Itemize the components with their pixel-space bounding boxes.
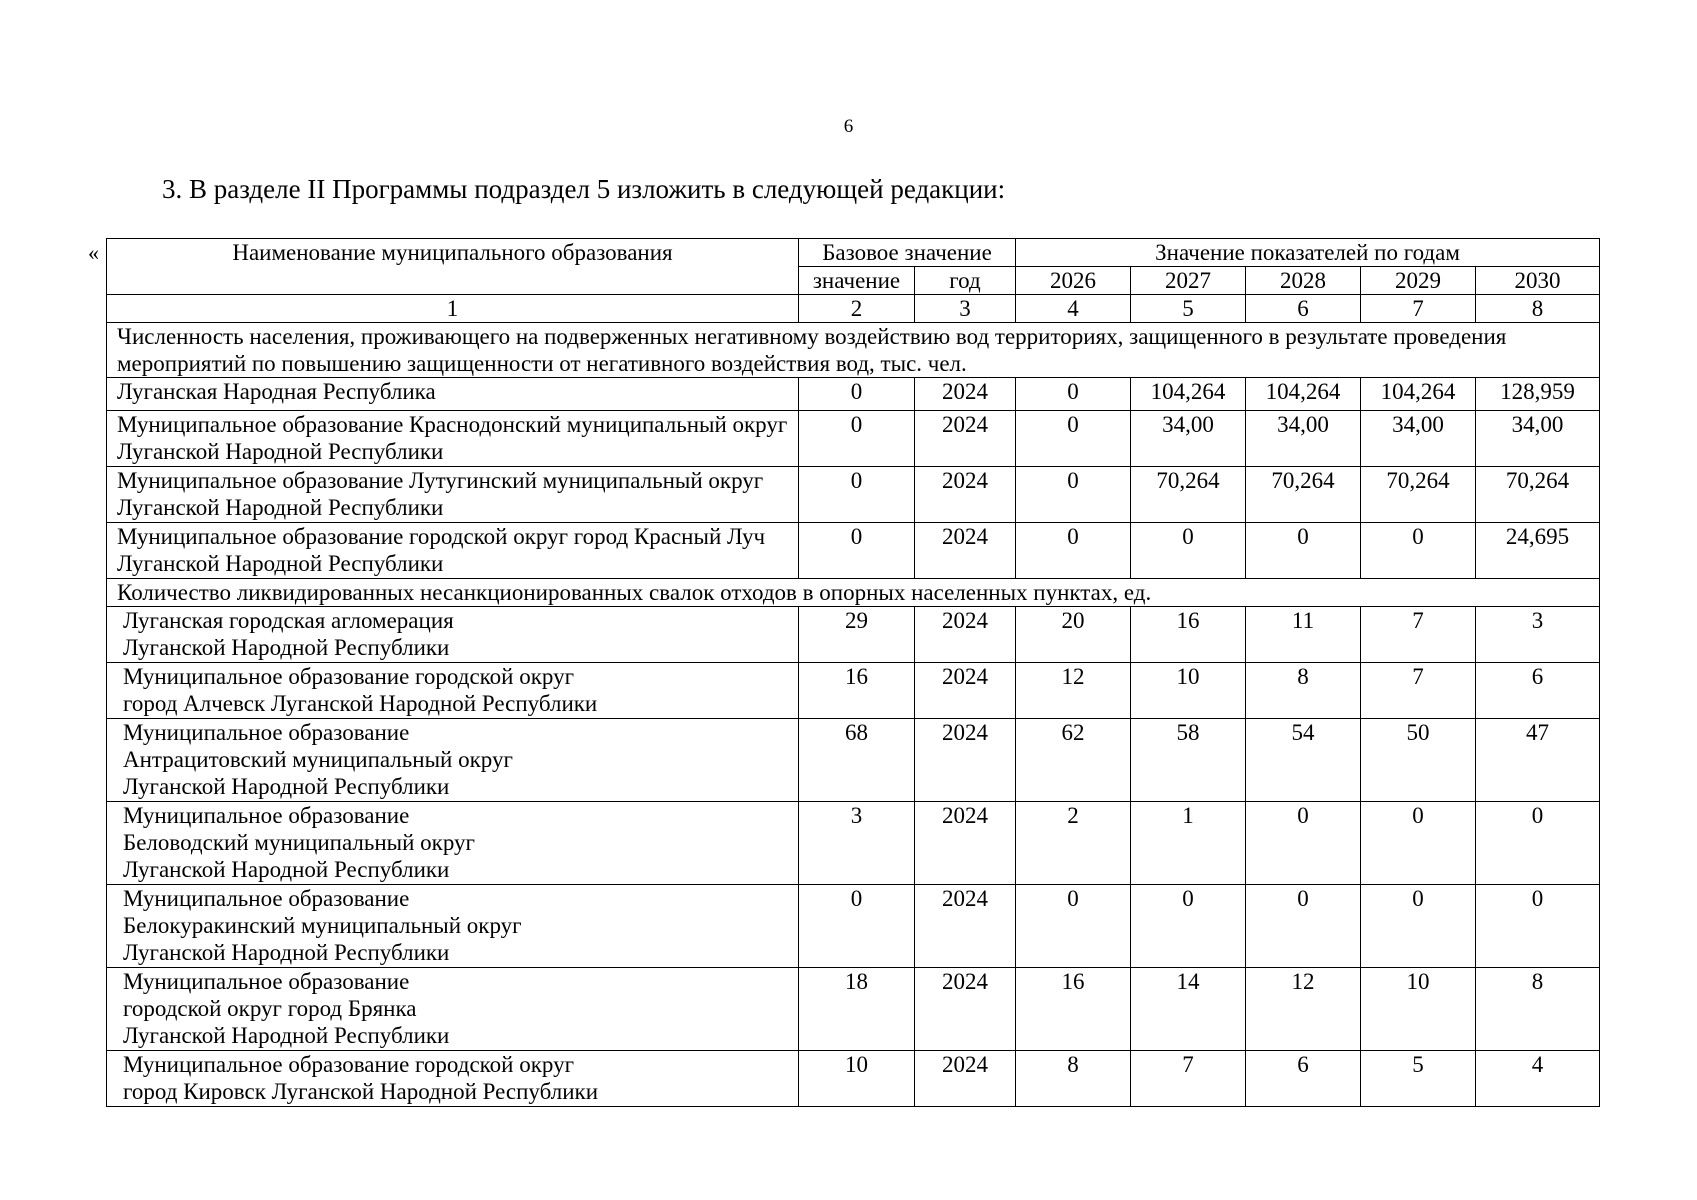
value-2028: 0: [1246, 802, 1361, 885]
header-base: Базовое значение: [799, 239, 1016, 267]
value-2028: 0: [1246, 523, 1361, 579]
header-year: год: [915, 267, 1016, 295]
table-row: [107, 885, 1600, 968]
value-2029: 7: [1361, 607, 1476, 663]
value-2028: 34,00: [1246, 411, 1361, 467]
municipality-name: [107, 663, 799, 719]
municipality-name: [107, 1051, 799, 1107]
base-value: 16: [799, 663, 915, 719]
header-value: значение: [799, 267, 915, 295]
base-year: 2024: [915, 719, 1016, 802]
indicators-table: [106, 238, 1600, 1107]
base-year: 2024: [915, 378, 1016, 411]
header-year-2026: 2026: [1016, 267, 1131, 295]
base-value: 68: [799, 719, 915, 802]
header-year-2030: 2030: [1476, 267, 1600, 295]
table-row: [107, 719, 1600, 802]
column-number: 2: [799, 295, 915, 323]
municipality-name: [107, 607, 799, 663]
municipality-name: Муниципальное образование Лутугинский муниципальный округ Луганской Народной Республики: [107, 467, 799, 523]
name-line: Луганской Народной Республики: [123, 1023, 450, 1048]
value-2029: 5: [1361, 1051, 1476, 1107]
section-row: [107, 323, 1600, 378]
value-2030: 6: [1476, 663, 1600, 719]
base-value: 0: [799, 411, 915, 467]
base-year: 2024: [915, 802, 1016, 885]
table-row: [107, 802, 1600, 885]
name-line: Муниципальное образование: [123, 720, 410, 745]
name-line: Муниципальное образование: [123, 886, 410, 911]
value-2029: 34,00: [1361, 411, 1476, 467]
value-2027: 104,264: [1131, 378, 1246, 411]
value-2028: 0: [1246, 885, 1361, 968]
value-2026: 0: [1016, 467, 1131, 523]
section-row: [107, 579, 1600, 607]
value-2026: 0: [1016, 378, 1131, 411]
name-line: Муниципальное образование: [123, 969, 410, 994]
value-2029: 7: [1361, 663, 1476, 719]
name-line: городской округ город Брянка: [123, 996, 417, 1021]
value-2030: 3: [1476, 607, 1600, 663]
header-year-2028: 2028: [1246, 267, 1361, 295]
name-line: Муниципальное образование: [123, 803, 410, 828]
header-name: Наименование муниципального образования: [107, 239, 799, 295]
value-2026: 20: [1016, 607, 1131, 663]
name-line: Луганской Народной Республики: [123, 940, 450, 965]
value-2027: 34,00: [1131, 411, 1246, 467]
value-2027: 16: [1131, 607, 1246, 663]
table-row: [107, 378, 1600, 411]
table-row: [107, 663, 1600, 719]
municipality-name: [107, 968, 799, 1051]
value-2029: 104,264: [1361, 378, 1476, 411]
column-number: 4: [1016, 295, 1131, 323]
base-value: 0: [799, 378, 915, 411]
name-line: Муниципальное образование городской округ: [123, 664, 575, 689]
value-2029: 0: [1361, 802, 1476, 885]
column-number: 7: [1361, 295, 1476, 323]
value-2030: 47: [1476, 719, 1600, 802]
name-line: город Кировск Луганской Народной Республики: [123, 1079, 599, 1104]
base-value: 0: [799, 523, 915, 579]
header-year-2027: 2027: [1131, 267, 1246, 295]
table-row: [107, 523, 1600, 579]
base-value: 0: [799, 467, 915, 523]
value-2027: 10: [1131, 663, 1246, 719]
name-line: Луганская городская агломерация: [123, 608, 454, 633]
base-year: 2024: [915, 663, 1016, 719]
municipality-name: [107, 719, 799, 802]
value-2026: 62: [1016, 719, 1131, 802]
page-number: 6: [843, 116, 854, 137]
municipality-name: Муниципальное образование Краснодонский муниципальный округ Луганской Народной Республики: [107, 411, 799, 467]
value-2027: 0: [1131, 885, 1246, 968]
base-year: 2024: [915, 885, 1016, 968]
municipality-name: Луганская Народная Республика: [107, 378, 799, 411]
value-2027: 70,264: [1131, 467, 1246, 523]
name-line: город Алчевск Луганской Народной Республики: [123, 691, 598, 716]
municipality-name: [107, 802, 799, 885]
value-2026: 2: [1016, 802, 1131, 885]
base-value: 3: [799, 802, 915, 885]
name-line: Муниципальное образование городской округ: [123, 1052, 575, 1077]
value-2027: 14: [1131, 968, 1246, 1051]
value-2029: 50: [1361, 719, 1476, 802]
base-year: 2024: [915, 607, 1016, 663]
column-number: 6: [1246, 295, 1361, 323]
value-2028: 70,264: [1246, 467, 1361, 523]
value-2028: 8: [1246, 663, 1361, 719]
base-value: 0: [799, 885, 915, 968]
table-row: [107, 968, 1600, 1051]
table-row: [107, 467, 1600, 523]
value-2029: 10: [1361, 968, 1476, 1051]
value-2030: 34,00: [1476, 411, 1600, 467]
name-line: Луганской Народной Республики: [123, 857, 450, 882]
column-number: 8: [1476, 295, 1600, 323]
base-year: 2024: [915, 968, 1016, 1051]
value-2030: 4: [1476, 1051, 1600, 1107]
base-year: 2024: [915, 1051, 1016, 1107]
value-2030: 0: [1476, 802, 1600, 885]
value-2030: 8: [1476, 968, 1600, 1051]
table-row: [107, 411, 1600, 467]
column-number: 3: [915, 295, 1016, 323]
value-2028: 11: [1246, 607, 1361, 663]
value-2027: 7: [1131, 1051, 1246, 1107]
header-years-group: Значение показателей по годам: [1016, 239, 1600, 267]
header-year-2029: 2029: [1361, 267, 1476, 295]
value-2030: 0: [1476, 885, 1600, 968]
value-2029: 0: [1361, 885, 1476, 968]
name-line: Белокуракинский муниципальный округ: [123, 913, 522, 938]
base-year: 2024: [915, 467, 1016, 523]
column-number: 1: [107, 295, 799, 323]
value-2026: 0: [1016, 523, 1131, 579]
value-2030: 70,264: [1476, 467, 1600, 523]
name-line: Беловодский муниципальный округ: [123, 830, 475, 855]
base-value: 10: [799, 1051, 915, 1107]
value-2026: 0: [1016, 411, 1131, 467]
intro-paragraph: 3. В разделе II Программы подраздел 5 изложить в следующей редакции:: [162, 174, 1006, 204]
table-row: [107, 1051, 1600, 1107]
base-value: 29: [799, 607, 915, 663]
column-number: 5: [1131, 295, 1246, 323]
value-2026: 8: [1016, 1051, 1131, 1107]
base-year: 2024: [915, 411, 1016, 467]
municipality-name: [107, 885, 799, 968]
municipality-name: Муниципальное образование городской округ город Красный Луч Луганской Народной Республики: [107, 523, 799, 579]
value-2030: 24,695: [1476, 523, 1600, 579]
section-title: Численность населения, проживающего на подверженных негативному воздействию вод территориях, защищенного в результате проведения мероприятий по повышению защищенности от негативного воздействия вод, тыс. чел.: [107, 323, 1600, 378]
base-value: 18: [799, 968, 915, 1051]
value-2028: 54: [1246, 719, 1361, 802]
value-2029: 70,264: [1361, 467, 1476, 523]
value-2027: 58: [1131, 719, 1246, 802]
value-2028: 104,264: [1246, 378, 1361, 411]
value-2026: 16: [1016, 968, 1131, 1051]
value-2026: 0: [1016, 885, 1131, 968]
value-2027: 0: [1131, 523, 1246, 579]
value-2028: 12: [1246, 968, 1361, 1051]
section-title: Количество ликвидированных несанкционированных свалок отходов в опорных населенных пунктах, ед.: [107, 579, 1600, 607]
value-2029: 0: [1361, 523, 1476, 579]
name-line: Луганской Народной Республики: [123, 635, 450, 660]
base-year: 2024: [915, 523, 1016, 579]
value-2026: 12: [1016, 663, 1131, 719]
name-line: Антрацитовский муниципальный округ: [123, 747, 513, 772]
name-line: Луганской Народной Республики: [123, 774, 450, 799]
value-2028: 6: [1246, 1051, 1361, 1107]
table-row: [107, 607, 1600, 663]
value-2030: 128,959: [1476, 378, 1600, 411]
opening-quote-mark: «: [88, 240, 99, 265]
value-2027: 1: [1131, 802, 1246, 885]
